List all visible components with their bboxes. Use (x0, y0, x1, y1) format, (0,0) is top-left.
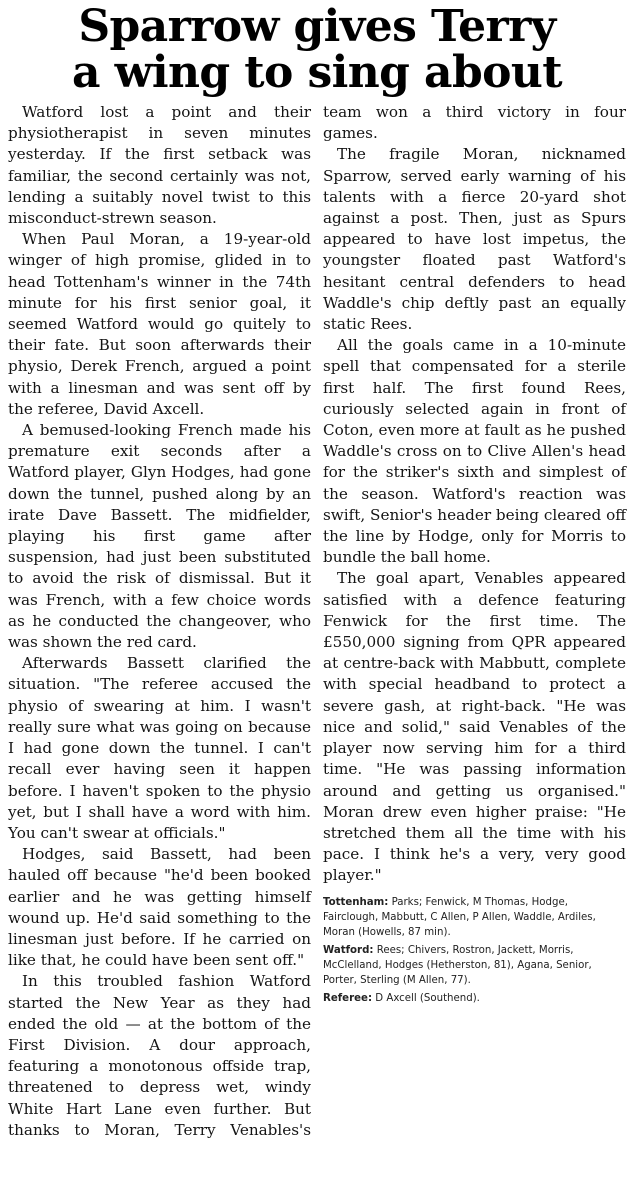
lineup-watford (323, 943, 626, 988)
headline-line-1: Sparrow gives Terry (78, 1, 556, 52)
headline (8, 1, 626, 98)
team-lineups (323, 895, 626, 1006)
paragraph: In this troubled fashion Watford started the New Year as they had ended the old — at the bottom of the First Division. A dour approach, featuring a monotonous offside trap, threatened to depress wet, windy White Hart Lane even further. But thanks to Moran, Terry Venables's team won a third victory in four games. (8, 103, 626, 1139)
paragraph: Watford lost a point and their physiotherapist in seven minutes yesterday. If the first setback was familiar, the second certainly was not, lending a suitably novel twist to this misconduct-strewn season. (8, 103, 311, 228)
referee-line (323, 991, 626, 1006)
paragraph: All the goals came in a 10-minute spell that compensated for a sterile first half. The first found Rees, curiously selected again in front of Coton, even more at fault as he pushed Waddle's cross on to Clive Allen's head for the striker's sixth and simplest of the season. Watford's reaction was swift, Senior's header being cleared off the line by Hodge, only for Morris to bundle the ball home. (323, 336, 626, 567)
referee-name: D Axcell (Southend). (375, 992, 480, 1004)
team-players: Rees; Chivers, Rostron, Jackett, Morris, McClelland, Hodges (Hetherston, 81), Agana, Senior, Porter, Sterling (M Allen, 77). (323, 944, 592, 986)
paragraph: The fragile Moran, nicknamed Sparrow, served early warning of his talents with a fierce 20-yard shot against a post. Then, just as Spurs appeared to have lost impetus, the youngster floated past Watford's hesitant central defenders to head Waddle's chip deftly past an equally static Rees. (323, 145, 626, 334)
referee-label: Referee: (323, 992, 373, 1004)
article-body (8, 102, 626, 1172)
paragraph: Afterwards Bassett clarified the situation. "The referee accused the physio of swearing at him. I wasn't really sure what was going on because I had gone down the tunnel. I can't recall ever having seen it happen before. I haven't spoken to the physio yet, but I shall have a word with him. You can't swear at officials." (8, 654, 311, 842)
paragraph: The goal apart, Venables appeared satisfied with a defence featuring Fenwick for the first time. The £550,000 signing from QPR appeared at centre-back with Mabbutt, complete with special headband to protect a severe gash, at right-back. "He was nice and solid," said Venables of the player now serving him for a third time. "He was passing information around and getting us organised." Moran drew even higher praise: "He stretched them all the time with his pace. I think he's a very, very good player." (323, 569, 626, 885)
team-name: Watford: (323, 944, 374, 956)
team-name: Tottenham: (323, 896, 389, 908)
team-players: Parks; Fenwick, M Thomas, Hodge, Fairclough, Mabbutt, C Allen, P Allen, Waddle, Ardiles, Moran (Howells, 87 min). (323, 896, 596, 938)
lineup-tottenham (323, 895, 626, 940)
headline-line-2: a wing to sing about (72, 47, 562, 98)
paragraph: When Paul Moran, a 19-year-old winger of high promise, glided in to head Tottenham's winner in the 74th minute for his first senior goal, it seemed Watford would go quitely to their fate. But soon afterwards their physio, Derek French, argued a point with a linesman and was sent off by the referee, David Axcell. (8, 230, 311, 418)
paragraph: A bemused-looking French made his premature exit seconds after a Watford player, Glyn Hodges, had gone down the tunnel, pushed along by an irate Dave Bassett. The midfielder, playing his first game after suspension, had just been substituted to avoid the risk of dismissal. But it was French, with a few choice words as he conducted the changeover, who was shown the red card. (8, 421, 311, 652)
paragraph: Hodges, said Bassett, had been hauled off because "he'd been booked earlier and he was getting himself wound up. He'd said something to the linesman just before. If he carried on like that, he could have been sent off." (8, 845, 311, 970)
